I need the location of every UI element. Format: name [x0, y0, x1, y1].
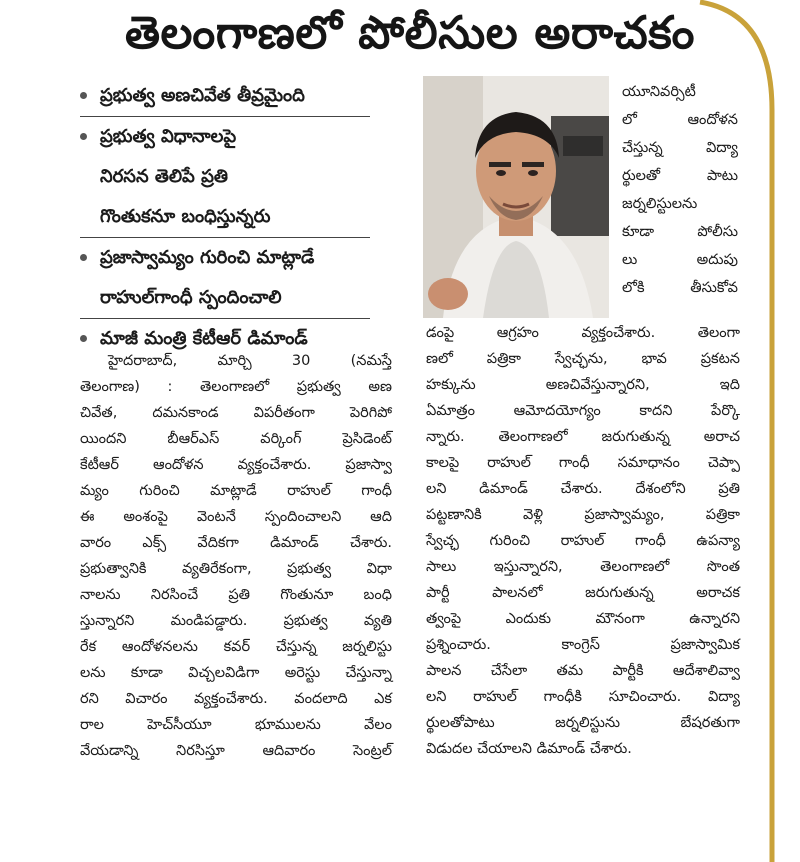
- bullet-text: గొంతుకనూ బంధిస్తున్నరు: [100, 206, 271, 227]
- bullet-dot-icon: [80, 335, 87, 342]
- article-line: వారం ఎక్స్‌ వేదికగా డిమాండ్‌ చేశారు.: [80, 535, 392, 551]
- article-line: నాలను నిరసించే ప్రతి గొంతునూ బంధి: [80, 587, 392, 603]
- bullet-item: [80, 117, 370, 238]
- article-line: కూడా పోలీసు: [622, 224, 738, 240]
- article-line: కేటీఆర్‌ ఆందోళన వ్యక్తంచేశారు. ప్రజాస్వా: [80, 457, 392, 473]
- article-line: లోకి తీసుకోవ: [622, 280, 738, 296]
- article-line: పాలన చేసేలా తమ పార్టీకి ఆదేశాలివ్వా: [426, 663, 740, 679]
- article-line: లను కూడా విచ్చలవిడిగా అరెస్టు చేస్తున్నా: [80, 665, 392, 681]
- article-line: ర్థులతో పాటు: [622, 168, 738, 184]
- bullet-text: రాహుల్‌గాంధీ స్పందించాలి: [100, 287, 282, 308]
- article-line: డంపై ఆగ్రహం వ్యక్తంచేశారు. తెలంగా: [426, 325, 740, 341]
- article-line: రని విచారం వ్యక్తంచేశారు. వందలాది ఎక: [80, 691, 392, 707]
- article-line: స్వేచ్ఛ గురించి రాహుల్‌ గాంధీ ఉపన్యా: [426, 533, 740, 549]
- bullet-dot-icon: [80, 92, 87, 99]
- article-line: తెలంగాణ) : తెలంగాణలో ప్రభుత్వ అణ: [80, 379, 392, 395]
- article-column-narrow: [622, 78, 738, 302]
- bullet-dot-icon: [80, 254, 87, 261]
- bullet-item: [80, 238, 370, 319]
- article-line: హక్కును అణచివేస్తున్నారని, ఇది: [426, 377, 740, 393]
- article-line: ఏమాత్రం ఆమోదయోగ్యం కాదని పేర్కొ: [426, 403, 740, 419]
- article-line: లో ఆందోళన: [622, 112, 738, 128]
- headline: తెలంగాణలో పోలీసుల అరాచకం: [124, 6, 695, 59]
- photo-ktr: [423, 76, 609, 318]
- bullet-text: మాజీ మంత్రి కేటీఆర్‌ డిమాండ్‌: [100, 328, 308, 349]
- bullet-item: [80, 76, 370, 117]
- article-line: లని రాహుల్‌ గాంధీకి సూచించారు. విద్యా: [426, 689, 740, 705]
- article-line: ఈ అంశంపై వెంటనే స్పందించాలని ఆది: [80, 509, 392, 525]
- article-line: న్నారు. తెలంగాణలో జరుగుతున్న అరాచ: [426, 429, 740, 445]
- article-line: ర్థులతోపాటు జర్నలిస్టును బేషరతుగా: [426, 715, 740, 731]
- article-line: ప్రభుత్వానికి వ్యతిరేకంగా, ప్రభుత్వ విధా: [80, 561, 392, 577]
- article-line: స్తున్నారని మండిపడ్డారు. ప్రభుత్వ వ్యతి: [80, 613, 392, 629]
- article-line: జర్నలిస్టులను: [622, 196, 698, 212]
- article-line: హైదరాబాద్‌, మార్చి 30 (నమస్తే: [108, 353, 392, 369]
- article-line: సాలు ఇస్తున్నారని, తెలంగాణలో సొంత: [426, 559, 740, 575]
- article-line: లని డిమాండ్‌ చేశారు. దేశంలోని ప్రతి: [426, 481, 740, 497]
- article-line: యూనివర్సిటీ: [622, 84, 696, 100]
- article-line: ప్రశ్నించారు. కాంగ్రెస్‌ ప్రజాస్వామిక: [426, 637, 740, 653]
- article-line: పట్టణానికి వెళ్లి ప్రజాస్వామ్యం, పత్రికా: [426, 507, 740, 523]
- article-line: రాల హెచ్‌సీయూ భూములను వేలం: [80, 717, 392, 733]
- bullet-text: ప్రభుత్వ అణచివేత తీవ్రమైంది: [100, 85, 305, 106]
- article-line: పార్టీ పాలనలో జరుగుతున్న అరాచక: [426, 585, 740, 601]
- bullet-text: నిరసన తెలిపే ప్రతి: [100, 166, 228, 187]
- bullet-text: ప్రజాస్వామ్యం గురించి మాట్లాడే: [100, 247, 315, 268]
- portrait-image: [423, 76, 609, 318]
- article-line: కాలపై రాహుల్‌ గాంధీ సమాధానం చెప్పా: [426, 455, 740, 471]
- article-line: రేక ఆందోళనలను కవర్‌ చేస్తున్న జర్నలిస్టు: [80, 639, 392, 655]
- bullet-text: ప్రభుత్వ విధానాలపై: [100, 126, 237, 147]
- article-line: విడుదల చేయాలని డిమాండ్‌ చేశారు.: [426, 741, 632, 757]
- article-line: చేస్తున్న విద్యా: [622, 140, 738, 156]
- article-line: లు అదుపు: [622, 252, 738, 268]
- article-line: యిందని బీఆర్‌ఎస్‌ వర్కింగ్‌ ప్రెసిడెంట్‌: [80, 431, 392, 447]
- article-column-left: [80, 348, 392, 764]
- article-line: వేయడాన్ని నిరసిస్తూ ఆదివారం సెంట్రల్‌: [80, 743, 392, 759]
- bullet-list: [80, 76, 370, 359]
- article-column-right: [426, 320, 740, 762]
- article-line: ణలో పత్రికా స్వేచ్ఛను, భావ ప్రకటన: [426, 351, 740, 367]
- article-line: మ్యం గురించి మాట్లాడే రాహుల్‌ గాంధీ: [80, 483, 392, 499]
- article-line: త్వంపై ఎందుకు మౌనంగా ఉన్నారని: [426, 611, 740, 627]
- article-line: చివేత, దమనకాండ విపరీతంగా పెరిగిపో: [80, 405, 392, 421]
- bullet-dot-icon: [80, 133, 87, 140]
